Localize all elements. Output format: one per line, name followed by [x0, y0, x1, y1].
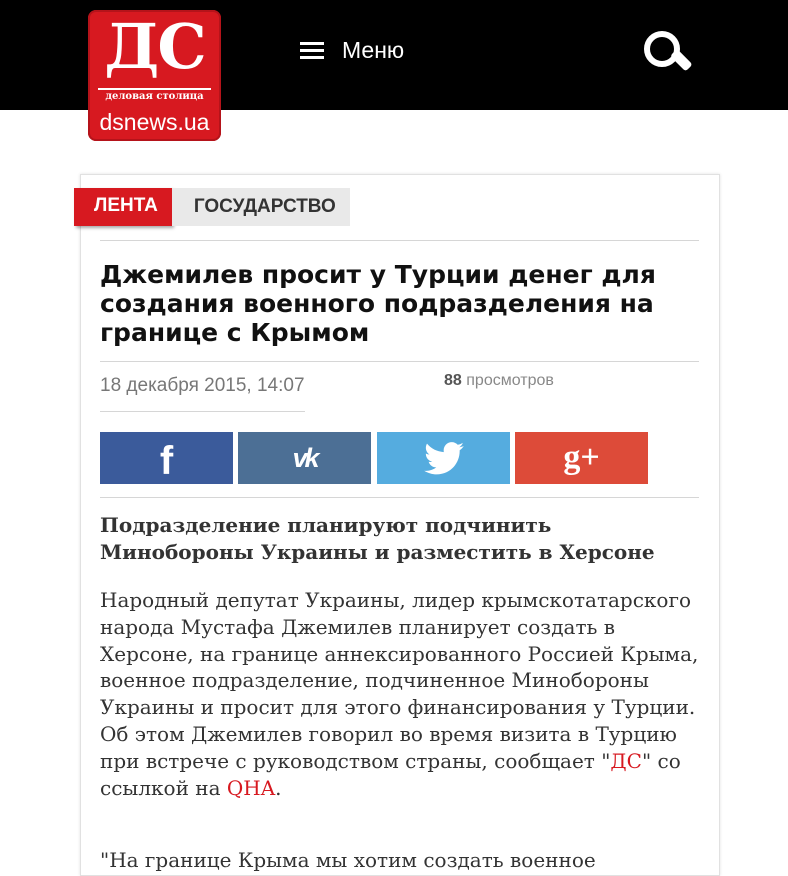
- article-card: [80, 174, 720, 876]
- article-lead: Подразделение планируют подчинить Минобороны Украины и разместить в Херсоне: [100, 513, 655, 564]
- google-plus-icon: g+: [563, 439, 600, 476]
- vk-icon: vk: [292, 442, 317, 473]
- tab-feed[interactable]: ЛЕНТА: [74, 188, 172, 226]
- facebook-share-button[interactable]: [100, 432, 233, 484]
- menu-button[interactable]: [300, 30, 404, 70]
- views-count: 88: [444, 372, 462, 389]
- vk-share-button[interactable]: [238, 432, 371, 484]
- article-category-tabs: [74, 188, 350, 226]
- search-icon[interactable]: [643, 30, 687, 74]
- twitter-bird-icon: [424, 442, 464, 475]
- publish-date: 18 декабря 2015, 14:07: [100, 375, 305, 412]
- google-plus-share-button[interactable]: [515, 432, 648, 484]
- site-logo[interactable]: [88, 10, 221, 141]
- facebook-icon: f: [159, 438, 174, 483]
- article-paragraph-next: "На границе Крыма мы хотим создать военное: [100, 848, 596, 872]
- views-label: просмотров: [466, 372, 554, 389]
- twitter-share-button[interactable]: [377, 432, 510, 484]
- divider: [100, 240, 699, 241]
- article-paragraph: Народный депутат Украины, лидер крымскотатарского народа Мустафа Джемилев планирует создать в Херсоне, на границе аннексированного Россией Крыма, военное подразделение, подчиненное Минобороны Украины и просит для этого финансирования у Турции. Об этом Джемилев говорил во время визита в Турцию при встрече с руководством страны, сообщает "ДС" со ссылкой на QHA.: [100, 588, 699, 800]
- logo-domain: dsnews.ua: [99, 109, 210, 135]
- divider: [100, 361, 699, 362]
- view-counter: [444, 372, 554, 390]
- source-link-qha[interactable]: QHA: [226, 775, 276, 800]
- logo-tagline: деловая столица: [98, 88, 211, 104]
- tab-state[interactable]: ГОСУДАРСТВО: [172, 188, 350, 226]
- source-link-ds[interactable]: ДС: [610, 748, 642, 773]
- hamburger-icon: [300, 41, 324, 59]
- article-title: Джемилев просит у Турции денег для создания военного подразделения на границе с Крымом: [100, 260, 656, 347]
- menu-label: Меню: [342, 36, 405, 63]
- logo-letters: ДС: [104, 10, 205, 83]
- divider: [100, 497, 699, 498]
